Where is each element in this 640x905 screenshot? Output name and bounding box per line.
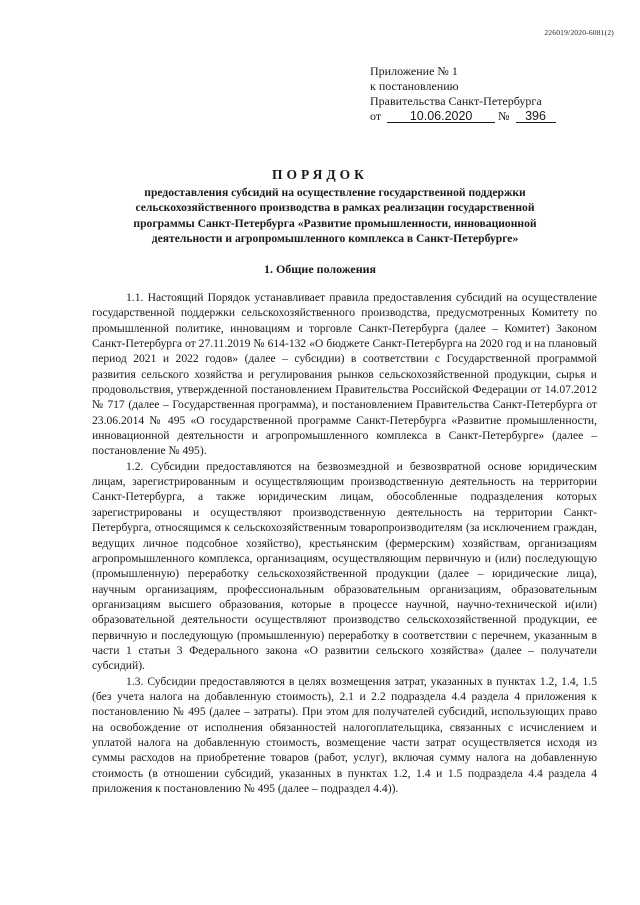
number-label: № — [498, 109, 510, 123]
appendix-line-2: к постановлению — [370, 79, 459, 93]
document-body — [92, 290, 597, 796]
appendix-date: 10.06.2020 — [387, 110, 495, 123]
paragraph-1-1: 1.1. Настоящий Порядок устанавливает правила предоставления субсидий на осуществление государственной поддержки сельскохозяйственного производства, предусмотренных Комитету по промышленной политике, инновациям и торговле Санкт-Петербурга (далее – Комитет) Законом Санкт-Петербурга от 27.11.2019 № 614-132 «О бюджете Санкт-Петербурга на 2020 год и на плановый период 2021 и 2022 годов» (далее – субсидии) в соответствии с Государственной программой развития сельского хозяйства и регулирования рынков сельскохозяйственной продукции, сырья и продовольствия, утвержденной постановлением Правительства Российской Федерации от 14.07.2012 № 717 (далее – Государственная программа), и постановлением Правительства Санкт-Петербурга от 23.06.2014 № 495 «О государственной программе Санкт-Петербурга «Развитие промышленности, инновационной деятельности и агропромышленного комплекса в Санкт-Петербурге» (далее – постановление № 495). — [92, 291, 597, 458]
document-subtitle: предоставления субсидий на осуществление государственной поддержки сельскохозяйственного производства в рамках реализации государственной программы Санкт-Петербурга «Развитие промышленности, инновационной деятельности и агропромышленного комплекса в Санкт-Петербурге» — [133, 186, 537, 246]
appendix-line-1: Приложение № 1 — [370, 64, 458, 78]
appendix-block — [370, 64, 556, 124]
document-title: ПОРЯДОК — [272, 167, 368, 182]
paragraph-1-3: 1.3. Субсидии предоставляются в целях возмещения затрат, указанных в пунктах 1.2, 1.4, 1.5 (без учета налога на добавленную стоимость), 2.1 и 2.2 подраздела 4.4 раздела 4 приложения к постановлению № 495 (далее – затраты). При этом для получателей субсидий, использующих право на освобождение от исполнения обязанностей налогоплательщика, связанных с исчислением и уплатой налога на добавленную стоимость, возмещение части затрат осуществляется исходя из суммы расходов на приобретение товаров (работ, услуг), включая сумму налога на добавленную стоимость (в отношении субсидий, указанных в пунктах 1.2, 1.4 и 1.5 подраздела 4.4 раздела 4 приложения к постановлению № 495 (далее – подраздел 4.4)). — [92, 674, 597, 795]
paragraph-1-2: 1.2. Субсидии предоставляются на безвозмездной и безвозвратной основе юридическим лицам, зарегистрированным и осуществляющим производственную деятельность на территории Санкт-Петербурга, а также юридическим лицам, обособленные подразделения которых зарегистрированы и осуществляют производственную деятельность на территории Санкт-Петербурга, относящимся к сельскохозяйственным товаропроизводителям (за исключением граждан, ведущих личное подсобное хозяйство), крестьянским (фермерским) хозяйствам, организациям агропромышленного комплекса, организациям, осуществляющим первичную и (или) последующую (промышленную) переработку сельскохозяйственной продукции (далее – юридические лица), научным организациям, профессиональным образовательным организациям, образовательным организациям высшего образования, которые в процессе научной, научно-технической и(или) образовательной деятельности осуществляют производство сельскохозяйственной продукции, ее первичную и последующую (промышленную) переработку в соответствии с перечнем, указанным в части 1 статьи 3 Федерального закона «О развитии сельского хозяйства» (далее – получатели субсидий). — [92, 459, 597, 673]
appendix-line-3: Правительства Санкт-Петербурга — [370, 94, 542, 108]
document-code: 226019/2020-6081(2) — [544, 28, 614, 37]
from-label: от — [370, 109, 382, 123]
section-heading: 1. Общие положения — [263, 262, 377, 276]
appendix-date-line — [370, 109, 556, 124]
appendix-number: 396 — [516, 110, 556, 123]
